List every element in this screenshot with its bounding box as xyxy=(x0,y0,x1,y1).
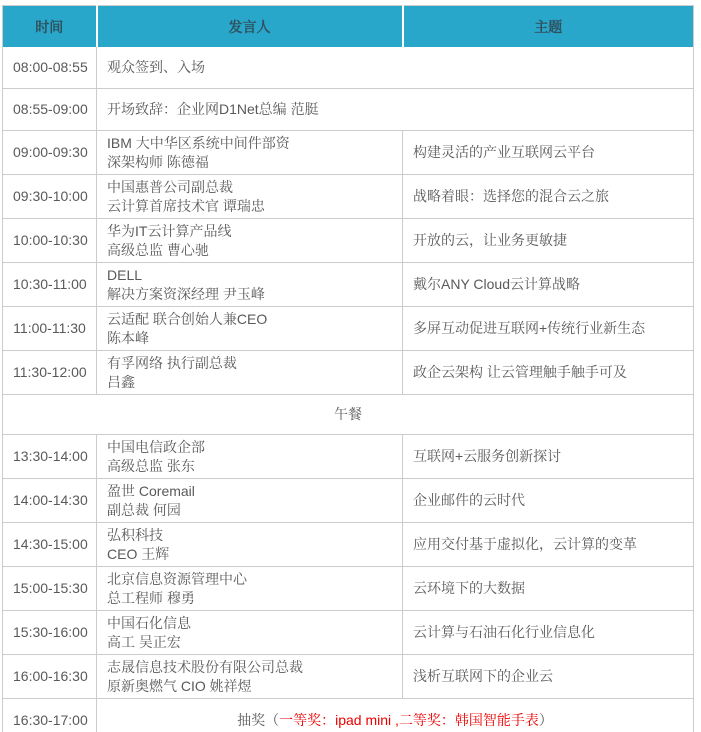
speaker-line: 华为IT云计算产品线 xyxy=(107,222,232,239)
table-row xyxy=(3,131,694,175)
agenda-table xyxy=(2,5,694,732)
speaker-cell xyxy=(97,307,403,351)
table-row xyxy=(3,307,694,351)
lunch-cell: 午餐 xyxy=(3,395,694,435)
column-header-speaker: 发言人 xyxy=(97,6,403,48)
table-header-row xyxy=(3,6,694,48)
speaker-cell xyxy=(97,219,403,263)
table-row xyxy=(3,395,694,435)
speaker-line: 高级总监 张东 xyxy=(107,457,195,474)
time-cell: 16:30-17:00 xyxy=(3,699,97,732)
lottery-label-text: 抽奖（ xyxy=(237,711,280,728)
speaker-line: 中国惠普公司副总裁 xyxy=(107,178,233,195)
time-cell: 16:00-16:30 xyxy=(3,655,97,699)
time-cell: 08:00-08:55 xyxy=(3,47,97,89)
speaker-line: 盈世 Coremail xyxy=(107,482,195,499)
speaker-line: 解决方案资深经理 尹玉峰 xyxy=(107,285,265,302)
speaker-cell xyxy=(97,435,403,479)
speaker-line: 弘积科技 xyxy=(107,526,163,543)
speaker-line: 副总裁 何园 xyxy=(107,501,181,518)
speaker-cell xyxy=(97,175,403,219)
topic-cell: 浅析互联网下的企业云 xyxy=(403,655,694,699)
speaker-line: 高级总监 曹心驰 xyxy=(107,241,209,258)
time-cell: 09:30-10:00 xyxy=(3,175,97,219)
time-cell: 08:55-09:00 xyxy=(3,89,97,131)
table-row xyxy=(3,523,694,567)
agenda-table-body xyxy=(3,47,694,732)
merged-cell: 观众签到、入场 xyxy=(97,47,694,89)
speaker-cell xyxy=(97,567,403,611)
merged-cell: 开场致辞：企业网D1Net总编 范脡 xyxy=(97,89,694,131)
topic-cell: 开放的云，让业务更敏捷 xyxy=(403,219,694,263)
speaker-line: CEO 王辉 xyxy=(107,545,170,562)
table-row xyxy=(3,699,694,732)
time-cell: 11:00-11:30 xyxy=(3,307,97,351)
speaker-line: 云适配 联合创始人兼CEO xyxy=(107,310,268,327)
speaker-line: 云计算首席技术官 谭瑞忠 xyxy=(107,197,265,214)
lottery-cell xyxy=(97,699,694,732)
topic-cell: 政企云架构 让云管理触手触手可及 xyxy=(403,351,694,395)
time-cell: 14:00-14:30 xyxy=(3,479,97,523)
table-row xyxy=(3,175,694,219)
speaker-line: 中国电信政企部 xyxy=(107,438,205,455)
table-row xyxy=(3,479,694,523)
column-header-topic: 主题 xyxy=(403,6,694,48)
speaker-cell xyxy=(97,131,403,175)
speaker-cell xyxy=(97,351,403,395)
lottery-prize-text: 一等奖：ipad mini ,二等奖：韩国智能手表 xyxy=(279,711,539,728)
table-row xyxy=(3,655,694,699)
time-cell: 15:00-15:30 xyxy=(3,567,97,611)
time-cell: 09:00-09:30 xyxy=(3,131,97,175)
speaker-line: DELL xyxy=(107,266,143,283)
topic-cell: 应用交付基于虚拟化，云计算的变革 xyxy=(403,523,694,567)
topic-cell: 戴尔ANY Cloud云计算战略 xyxy=(403,263,694,307)
table-row xyxy=(3,89,694,131)
lottery-label-text: ） xyxy=(538,711,553,728)
column-header-time: 时间 xyxy=(3,6,97,48)
table-row xyxy=(3,435,694,479)
topic-cell: 企业邮件的云时代 xyxy=(403,479,694,523)
speaker-line: 中国石化信息 xyxy=(107,614,191,631)
time-cell: 11:30-12:00 xyxy=(3,351,97,395)
time-cell: 10:00-10:30 xyxy=(3,219,97,263)
speaker-cell xyxy=(97,263,403,307)
table-row xyxy=(3,567,694,611)
speaker-line: IBM 大中华区系统中间件部资 xyxy=(107,134,290,151)
topic-cell: 多屏互动促进互联网+传统行业新生态 xyxy=(403,307,694,351)
speaker-line: 高工 吴正宏 xyxy=(107,633,181,650)
speaker-line: 有孚网络 执行副总裁 xyxy=(107,354,237,371)
speaker-cell xyxy=(97,611,403,655)
speaker-cell xyxy=(97,655,403,699)
topic-cell: 构建灵活的产业互联网云平台 xyxy=(403,131,694,175)
topic-cell: 互联网+云服务创新探讨 xyxy=(403,435,694,479)
speaker-line: 总工程师 穆勇 xyxy=(107,589,195,606)
speaker-cell xyxy=(97,523,403,567)
speaker-line: 陈本峰 xyxy=(107,329,149,346)
speaker-line: 原新奥燃气 CIO 姚祥煜 xyxy=(107,677,252,694)
table-row xyxy=(3,351,694,395)
time-cell: 15:30-16:00 xyxy=(3,611,97,655)
topic-cell: 云计算与石油石化行业信息化 xyxy=(403,611,694,655)
topic-cell: 战略着眼：选择您的混合云之旅 xyxy=(403,175,694,219)
time-cell: 10:30-11:00 xyxy=(3,263,97,307)
table-row xyxy=(3,611,694,655)
time-cell: 13:30-14:00 xyxy=(3,435,97,479)
speaker-line: 深架构师 陈德福 xyxy=(107,153,209,170)
speaker-line: 吕鑫 xyxy=(107,373,135,390)
speaker-cell xyxy=(97,479,403,523)
speaker-line: 北京信息资源管理中心 xyxy=(107,570,247,587)
table-row xyxy=(3,263,694,307)
topic-cell: 云环境下的大数据 xyxy=(403,567,694,611)
table-row xyxy=(3,219,694,263)
time-cell: 14:30-15:00 xyxy=(3,523,97,567)
table-row xyxy=(3,47,694,89)
speaker-line: 志晟信息技术股份有限公司总裁 xyxy=(107,658,303,675)
